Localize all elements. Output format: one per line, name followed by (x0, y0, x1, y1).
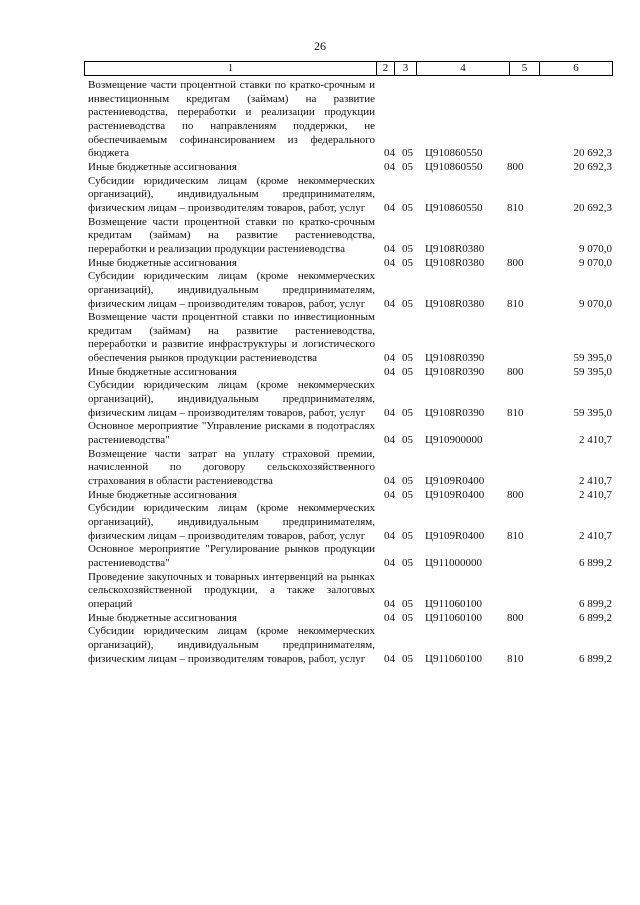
row-name: Иные бюджетные ассигнования (88, 611, 237, 624)
table-row (84, 216, 612, 257)
row-target-article: Ц910860550 (425, 147, 483, 160)
row-name: Основное мероприятие "Управление рисками в подотраслях растениеводства" (88, 420, 375, 447)
row-name: Иные бюджетные ассигнования (88, 160, 237, 173)
row-amount: 59 395,0 (573, 352, 612, 365)
row-name: Субсидии юридическим лицам (кроме некоммерческих организаций), индивидуальным предпринимателям, физическим лицам – производителям товаров, работ, услуг (88, 270, 375, 310)
row-amount: 2 410,7 (579, 475, 612, 488)
row-expense-type: 810 (507, 529, 524, 542)
row-name: Субсидии юридическим лицам (кроме некоммерческих организаций), индивидуальным предпринимателям, физическим лицам – производителям товаров, работ, услуг (88, 174, 375, 214)
row-section: 04 (384, 365, 395, 378)
row-expense-type: 810 (507, 652, 524, 665)
row-section: 04 (384, 475, 395, 488)
row-target-article: Ц9109R0400 (425, 529, 485, 542)
row-amount: 2 410,7 (579, 529, 612, 542)
row-section: 04 (384, 256, 395, 269)
row-name: Субсидии юридическим лицам (кроме некоммерческих организаций), индивидуальным предпринимателям, физическим лицам – производителям товаров, работ, услуг (88, 625, 375, 665)
row-subsection: 05 (402, 406, 413, 419)
header-col-4: 4 (417, 62, 510, 76)
row-section: 04 (384, 160, 395, 173)
header-col-5: 5 (510, 62, 540, 76)
table-row (84, 311, 612, 366)
row-amount: 6 899,2 (579, 597, 612, 610)
row-target-article: Ц911060100 (425, 652, 483, 665)
row-section: 04 (384, 597, 395, 610)
row-section: 04 (384, 147, 395, 160)
row-target-article: Ц9108R0380 (425, 256, 485, 269)
table-row (84, 625, 612, 666)
row-name: Возмещение части затрат на уплату страховой премии, начисленной по договору сельскохозяйственного страхования в области растениеводства (88, 447, 375, 488)
row-section: 04 (384, 652, 395, 665)
row-section: 04 (384, 201, 395, 214)
row-name: Субсидии юридическим лицам (кроме некоммерческих организаций), индивидуальным предпринимателям, физическим лицам – производителям товаров, работ, услуг (88, 379, 375, 419)
table-row (84, 366, 612, 380)
row-amount: 59 395,0 (573, 406, 612, 419)
row-expense-type: 810 (507, 406, 524, 419)
row-section: 04 (384, 611, 395, 624)
row-target-article: Ц9108R0380 (425, 242, 485, 255)
row-subsection: 05 (402, 556, 413, 569)
row-name: Проведение закупочных и товарных интервенций на рынках сельскохозяйственной продукции, а также залоговых операций (88, 570, 375, 610)
row-expense-type: 800 (507, 160, 524, 173)
row-subsection: 05 (402, 160, 413, 173)
row-expense-type: 810 (507, 201, 524, 214)
row-name: Иные бюджетные ассигнования (88, 365, 237, 378)
table-row (84, 448, 612, 489)
row-subsection: 05 (402, 611, 413, 624)
row-section: 04 (384, 488, 395, 501)
header-col-6: 6 (540, 62, 613, 76)
row-amount: 9 070,0 (579, 242, 612, 255)
row-section: 04 (384, 556, 395, 569)
table-row (84, 543, 612, 570)
table-row (84, 612, 612, 626)
row-section: 04 (384, 406, 395, 419)
row-subsection: 05 (402, 147, 413, 160)
row-subsection: 05 (402, 297, 413, 310)
row-section: 04 (384, 297, 395, 310)
row-target-article: Ц911060100 (425, 597, 483, 610)
row-expense-type: 800 (507, 611, 524, 624)
table-row (84, 489, 612, 503)
table-body (84, 79, 612, 666)
header-col-2: 2 (377, 62, 395, 76)
row-subsection: 05 (402, 201, 413, 214)
row-target-article: Ц9109R0400 (425, 475, 485, 488)
row-amount: 20 692,3 (573, 147, 612, 160)
row-section: 04 (384, 434, 395, 447)
row-name: Основное мероприятие "Регулирование рынков продукции растениеводства" (88, 543, 375, 569)
row-section: 04 (384, 242, 395, 255)
row-subsection: 05 (402, 652, 413, 665)
row-target-article: Ц9108R0390 (425, 365, 485, 378)
row-amount: 6 899,2 (579, 556, 612, 569)
row-subsection: 05 (402, 597, 413, 610)
row-target-article: Ц911060100 (425, 611, 483, 624)
table-row (84, 379, 612, 420)
row-amount: 2 410,7 (579, 434, 612, 447)
row-target-article: Ц910860550 (425, 201, 483, 214)
row-name: Субсидии юридическим лицам (кроме некоммерческих организаций), индивидуальным предпринимателям, физическим лицам – производителям товаров, работ, услуг (88, 502, 375, 542)
row-subsection: 05 (402, 529, 413, 542)
row-section: 04 (384, 529, 395, 542)
table-row (84, 79, 612, 161)
row-expense-type: 800 (507, 256, 524, 269)
table-row (84, 420, 612, 447)
row-target-article: Ц9108R0390 (425, 352, 485, 365)
row-subsection: 05 (402, 352, 413, 365)
row-target-article: Ц910860550 (425, 160, 483, 173)
table-row (84, 502, 612, 543)
row-target-article: Ц911000000 (425, 556, 483, 569)
row-amount: 20 692,3 (573, 160, 612, 173)
row-section: 04 (384, 352, 395, 365)
row-amount: 2 410,7 (579, 488, 612, 501)
row-amount: 20 692,3 (573, 201, 612, 214)
table-row (84, 175, 612, 216)
row-subsection: 05 (402, 242, 413, 255)
row-expense-type: 800 (507, 365, 524, 378)
table-row (84, 270, 612, 311)
row-subsection: 05 (402, 434, 413, 447)
row-subsection: 05 (402, 488, 413, 501)
row-expense-type: 810 (507, 297, 524, 310)
row-expense-type: 800 (507, 488, 524, 501)
row-name: Возмещение части процентной ставки по кратко-срочным кредитам (займам) на развитие растениеводства, переработки и реализации продукции растениеводства (88, 215, 375, 255)
table-row (84, 571, 612, 612)
row-name: Возмещение части процентной ставки по инвестиционным кредитам (займам) на развитие растениеводства, переработки и развитие инфраструктуры и логистического обеспечения рынков продукции растениеводства (88, 311, 375, 365)
row-amount: 6 899,2 (579, 652, 612, 665)
table-row (84, 161, 612, 175)
row-target-article: Ц9108R0380 (425, 297, 485, 310)
row-name: Иные бюджетные ассигнования (88, 488, 237, 501)
row-subsection: 05 (402, 475, 413, 488)
header-col-1: 1 (85, 62, 377, 76)
row-name: Возмещение части процентной ставки по кратко-срочным и инвестиционным кредитам (займам) на развитие растениеводства, переработки и реализации продукции растениеводства по направлениям поддержки, не обеспечиваемым софинансированием из федерального бюджета (88, 79, 375, 160)
table-header (84, 61, 613, 76)
row-target-article: Ц910900000 (425, 434, 483, 447)
row-target-article: Ц9109R0400 (425, 488, 485, 501)
row-target-article: Ц9108R0390 (425, 406, 485, 419)
row-amount: 59 395,0 (573, 365, 612, 378)
row-subsection: 05 (402, 365, 413, 378)
row-amount: 9 070,0 (579, 256, 612, 269)
header-col-3: 3 (395, 62, 417, 76)
row-subsection: 05 (402, 256, 413, 269)
table-row (84, 257, 612, 271)
row-amount: 9 070,0 (579, 297, 612, 310)
row-amount: 6 899,2 (579, 611, 612, 624)
page-number: 26 (314, 39, 326, 53)
row-name: Иные бюджетные ассигнования (88, 256, 237, 269)
